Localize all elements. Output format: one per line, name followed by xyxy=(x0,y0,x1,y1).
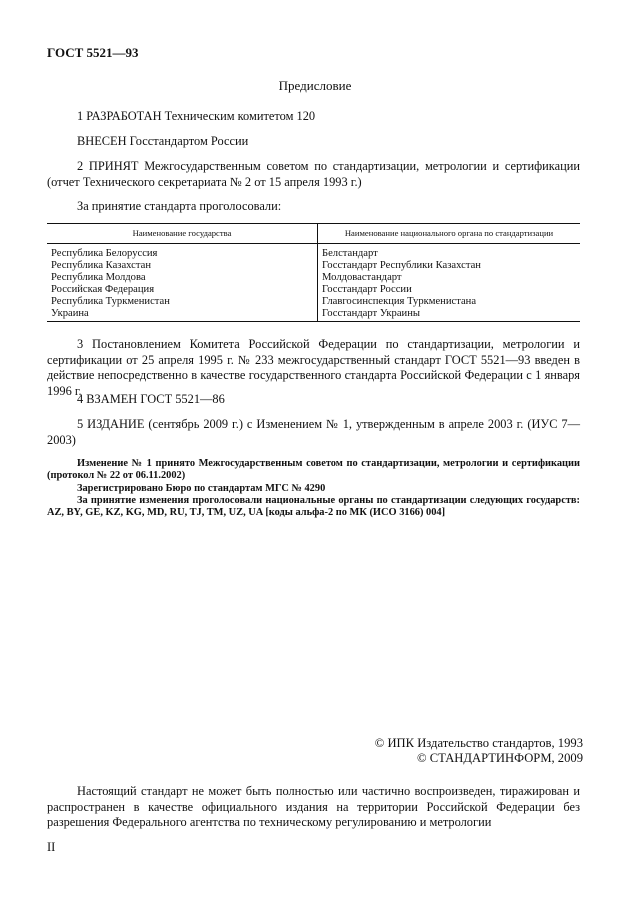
amendment-adopted: Изменение № 1 принято Межгосударственным советом по стандартизации, метрологии и сертификации (протокол № 22 от 06.11.2002) xyxy=(47,458,580,481)
votes-table xyxy=(47,223,580,322)
amendment-voted: За принятие изменения проголосовали национальные органы по стандартизации следующих государств: AZ, BY, GE, KZ, KG, MD, RU, TJ, TM, UZ, UA [коды альфа-2 по МК (ИСО 3166) 004] xyxy=(47,495,580,518)
votes-table-body xyxy=(47,244,580,322)
table-cell-state: Республика Белоруссия xyxy=(51,248,158,259)
item-1-developed: 1 РАЗРАБОТАН Техническим комитетом 120 xyxy=(77,109,316,123)
item-4-replaces: 4 ВЗАМЕН ГОСТ 5521—86 xyxy=(77,392,225,406)
bodies-column xyxy=(318,244,581,322)
page-number: II xyxy=(47,840,56,854)
table-cell-state: Украина xyxy=(51,307,89,319)
table-cell-body: Молдовастандарт xyxy=(322,271,402,283)
column-header-state: Наименование государства xyxy=(47,224,318,244)
table-cell-body: Госстандарт Республики Казахстан xyxy=(322,259,481,271)
voted-intro: За принятие стандарта проголосовали: xyxy=(77,199,282,213)
introduced-by: ВНЕСЕН Госстандартом России xyxy=(77,134,249,148)
page-title: Предисловие xyxy=(278,78,352,93)
standard-code: ГОСТ 5521—93 xyxy=(47,45,139,60)
amendment-registered: Зарегистрировано Бюро по стандартам МГС № 4290 xyxy=(77,483,326,494)
table-cell-body: Госстандарт России xyxy=(322,283,412,295)
item-5-edition: 5 ИЗДАНИЕ (сентябрь 2009 г.) с Изменением № 1, утвержденным в апреле 2003 г. (ИУС 7—2003) xyxy=(47,417,580,447)
item-3-enacted: 3 Постановлением Комитета Российской Федерации по стандартизации, метрологии и сертификации от 25 апреля 1995 г. № 233 межгосударственный стандарт ГОСТ 5521—93 введен в действие непосредственно в качестве государственного стандарта Российской Федерации с 1 января 1996 г. xyxy=(47,337,580,398)
table-cell-body: Главгосинспекция Туркменистана xyxy=(322,295,477,307)
column-header-body: Наименование национального органа по стандартизации xyxy=(318,224,581,244)
table-cell-state: Республика Казахстан xyxy=(51,259,152,271)
item-2-adopted: 2 ПРИНЯТ Межгосударственным советом по стандартизации, метрологии и сертификации (отчет Технического секретариата № 2 от 15 апреля 1993 г.) xyxy=(47,159,580,189)
table-cell-state: Республика Молдова xyxy=(51,271,146,283)
reproduction-notice: Настоящий стандарт не может быть полностью или частично воспроизведен, тиражирован и распространен в качестве официального издания на территории Российской Федерации без разрешения Федерального агентства по техническому регулированию и метрологии xyxy=(47,784,580,829)
table-cell-body: Госстандарт Украины xyxy=(322,307,420,319)
table-cell-state: Республика Туркменистан xyxy=(51,295,170,307)
table-cell-body: Белстандарт xyxy=(322,248,378,259)
table-cell-state: Российская Федерация xyxy=(51,283,155,295)
votes-table-header xyxy=(47,224,580,244)
copyright-standartinform: © СТАНДАРТИНФОРМ, 2009 xyxy=(417,751,583,765)
copyright-publisher: © ИПК Издательство стандартов, 1993 xyxy=(374,736,583,750)
states-column xyxy=(47,244,318,322)
